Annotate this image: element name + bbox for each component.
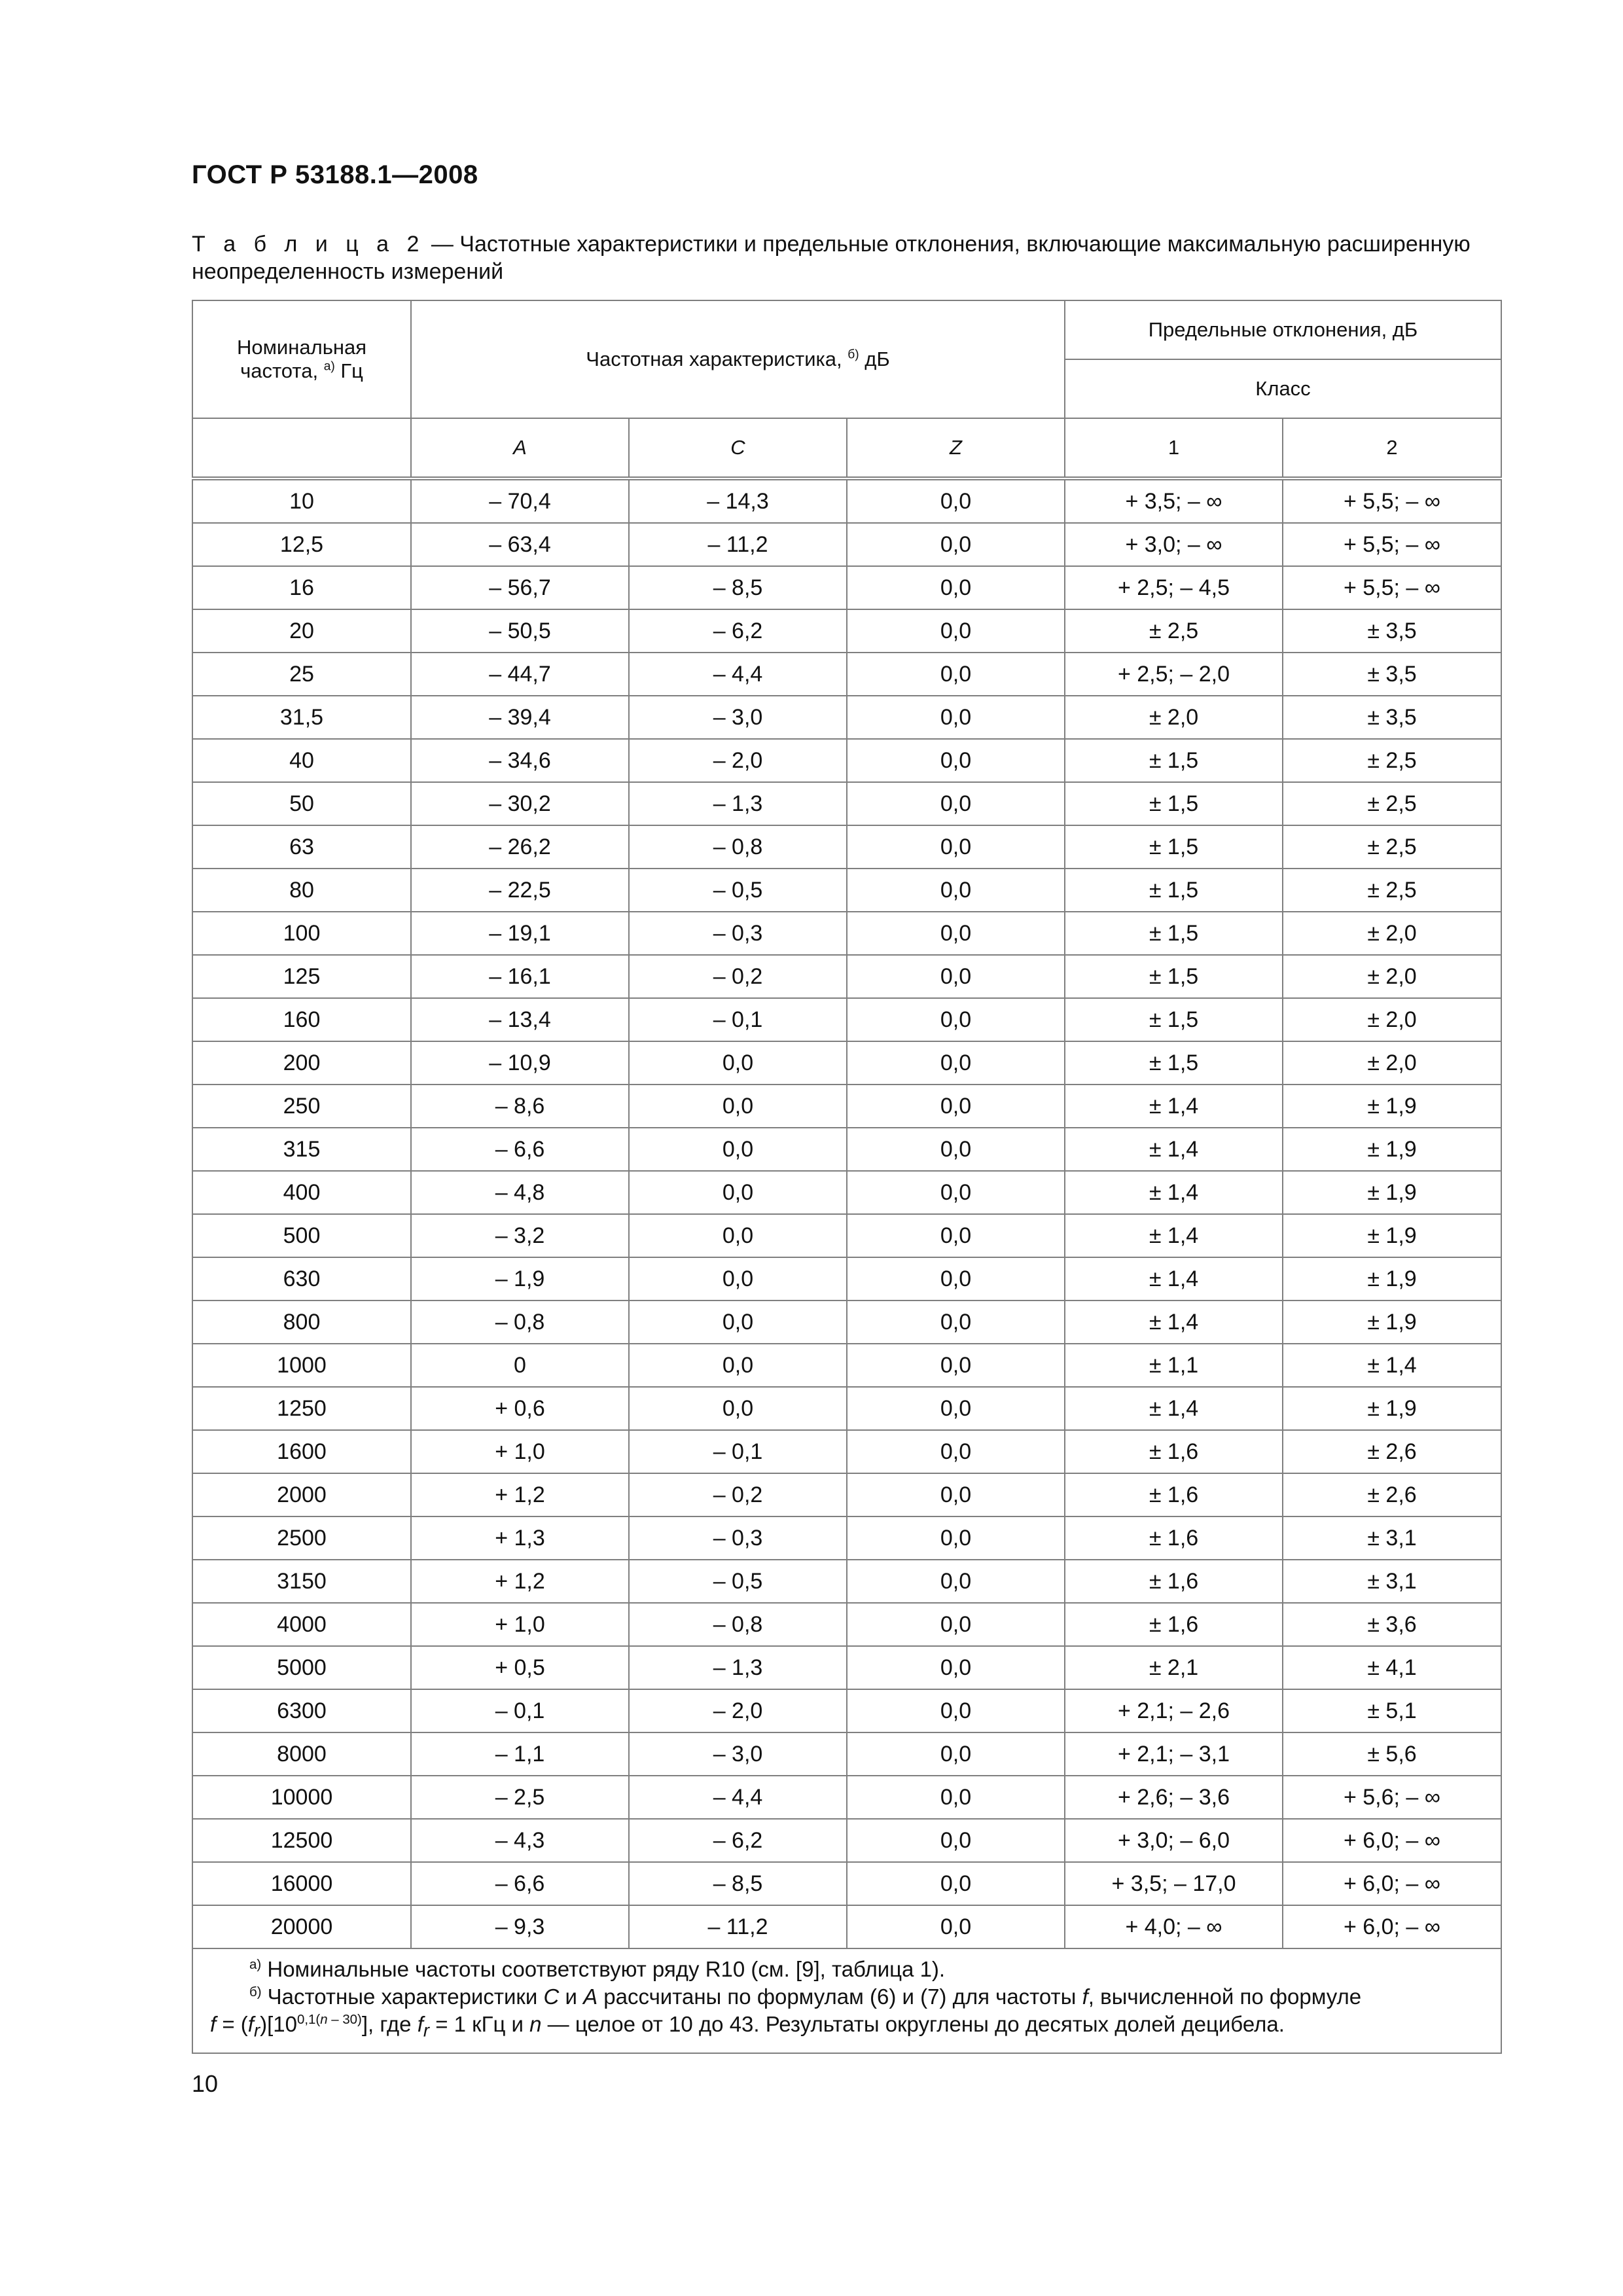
z-weighting-cell: 0,0 — [847, 523, 1065, 566]
nominal-frequency-cell: 8000 — [192, 1732, 411, 1776]
nominal-frequency-cell: 1600 — [192, 1430, 411, 1473]
nominal-frequency-cell: 3150 — [192, 1560, 411, 1603]
z-weighting-cell: 0,0 — [847, 1776, 1065, 1819]
class-2-tolerance-cell: ± 1,4 — [1283, 1344, 1501, 1387]
a-weighting-cell: – 39,4 — [411, 696, 629, 739]
table-row — [192, 825, 1501, 869]
c-weighting-cell: – 0,3 — [629, 912, 847, 955]
class-2-tolerance-cell: ± 4,1 — [1283, 1646, 1501, 1689]
table-row — [192, 998, 1501, 1041]
z-weighting-cell: 0,0 — [847, 1560, 1065, 1603]
class-2-tolerance-cell: + 5,5; – ∞ — [1283, 566, 1501, 609]
a-weighting-cell: – 0,1 — [411, 1689, 629, 1732]
class-1-tolerance-cell: ± 1,6 — [1065, 1516, 1283, 1560]
z-weighting-cell: 0,0 — [847, 1214, 1065, 1257]
class-2-tolerance-cell: + 6,0; – ∞ — [1283, 1905, 1501, 1948]
z-weighting-cell: 0,0 — [847, 1257, 1065, 1300]
c-weighting-cell: – 0,5 — [629, 869, 847, 912]
nominal-frequency-cell: 20000 — [192, 1905, 411, 1948]
table-row — [192, 1041, 1501, 1085]
c-weighting-cell: – 0,1 — [629, 1430, 847, 1473]
class-2-tolerance-cell: + 5,5; – ∞ — [1283, 478, 1501, 523]
class-2-tolerance-cell: ± 2,0 — [1283, 912, 1501, 955]
class-2-tolerance-cell: + 5,6; – ∞ — [1283, 1776, 1501, 1819]
header-empty — [192, 418, 411, 478]
c-weighting-cell: – 0,3 — [629, 1516, 847, 1560]
z-weighting-cell: 0,0 — [847, 1646, 1065, 1689]
nominal-frequency-cell: 630 — [192, 1257, 411, 1300]
c-weighting-cell: – 4,4 — [629, 653, 847, 696]
c-weighting-cell: – 2,0 — [629, 739, 847, 782]
table-row — [192, 1344, 1501, 1387]
c-weighting-cell: 0,0 — [629, 1344, 847, 1387]
nominal-frequency-cell: 500 — [192, 1214, 411, 1257]
z-weighting-cell: 0,0 — [847, 1387, 1065, 1430]
z-weighting-cell: 0,0 — [847, 1344, 1065, 1387]
class-1-tolerance-cell: ± 1,5 — [1065, 869, 1283, 912]
class-2-tolerance-cell: ± 3,5 — [1283, 696, 1501, 739]
header-col-a: A — [411, 418, 629, 478]
c-weighting-cell: – 4,4 — [629, 1776, 847, 1819]
a-weighting-cell: – 34,6 — [411, 739, 629, 782]
nominal-frequency-cell: 400 — [192, 1171, 411, 1214]
a-weighting-cell: – 50,5 — [411, 609, 629, 653]
class-1-tolerance-cell: ± 1,4 — [1065, 1214, 1283, 1257]
c-weighting-cell: – 6,2 — [629, 1819, 847, 1862]
z-weighting-cell: 0,0 — [847, 696, 1065, 739]
a-weighting-cell: – 70,4 — [411, 478, 629, 523]
c-weighting-cell: – 1,3 — [629, 1646, 847, 1689]
class-2-tolerance-cell: ± 2,5 — [1283, 739, 1501, 782]
z-weighting-cell: 0,0 — [847, 825, 1065, 869]
class-1-tolerance-cell: ± 1,5 — [1065, 1041, 1283, 1085]
c-weighting-cell: – 6,2 — [629, 609, 847, 653]
a-weighting-cell: – 30,2 — [411, 782, 629, 825]
table-row — [192, 478, 1501, 523]
class-1-tolerance-cell: ± 1,5 — [1065, 739, 1283, 782]
table-row — [192, 1473, 1501, 1516]
z-weighting-cell: 0,0 — [847, 1819, 1065, 1862]
header-limit-deviations: Предельные отклонения, дБ — [1065, 300, 1501, 359]
nominal-frequency-cell: 2500 — [192, 1516, 411, 1560]
class-1-tolerance-cell: ± 1,4 — [1065, 1300, 1283, 1344]
table-row — [192, 1776, 1501, 1819]
table-row — [192, 1516, 1501, 1560]
table-row — [192, 1732, 1501, 1776]
nominal-frequency-cell: 125 — [192, 955, 411, 998]
nominal-frequency-cell: 2000 — [192, 1473, 411, 1516]
nominal-frequency-cell: 4000 — [192, 1603, 411, 1646]
table-row — [192, 739, 1501, 782]
c-weighting-cell: – 1,3 — [629, 782, 847, 825]
nominal-frequency-cell: 200 — [192, 1041, 411, 1085]
class-1-tolerance-cell: ± 1,4 — [1065, 1085, 1283, 1128]
class-1-tolerance-cell: + 3,0; – 6,0 — [1065, 1819, 1283, 1862]
nominal-frequency-cell: 250 — [192, 1085, 411, 1128]
c-weighting-cell: – 0,1 — [629, 998, 847, 1041]
nominal-frequency-cell: 80 — [192, 869, 411, 912]
a-weighting-cell: + 1,2 — [411, 1560, 629, 1603]
a-weighting-cell: – 19,1 — [411, 912, 629, 955]
a-weighting-cell: – 6,6 — [411, 1128, 629, 1171]
a-weighting-cell: – 4,3 — [411, 1819, 629, 1862]
class-2-tolerance-cell: ± 2,5 — [1283, 825, 1501, 869]
class-1-tolerance-cell: ± 2,0 — [1065, 696, 1283, 739]
class-2-tolerance-cell: ± 1,9 — [1283, 1085, 1501, 1128]
z-weighting-cell: 0,0 — [847, 1085, 1065, 1128]
c-weighting-cell: 0,0 — [629, 1300, 847, 1344]
table-row — [192, 1560, 1501, 1603]
header-col-z: Z — [847, 418, 1065, 478]
z-weighting-cell: 0,0 — [847, 912, 1065, 955]
c-weighting-cell: – 11,2 — [629, 1905, 847, 1948]
note-b: $^{б)}$ Частотные характеристики C и A рассчитаны по формулам (6) и (7) для частоты f, вычисленной по формуле — [249, 1984, 1362, 2009]
table-row — [192, 696, 1501, 739]
class-1-tolerance-cell: ± 2,5 — [1065, 609, 1283, 653]
a-weighting-cell: – 9,3 — [411, 1905, 629, 1948]
class-2-tolerance-cell: + 6,0; – ∞ — [1283, 1862, 1501, 1905]
class-1-tolerance-cell: ± 1,6 — [1065, 1560, 1283, 1603]
header-class-2: 2 — [1283, 418, 1501, 478]
table-caption — [192, 230, 1501, 285]
z-weighting-cell: 0,0 — [847, 1041, 1065, 1085]
z-weighting-cell: 0,0 — [847, 1430, 1065, 1473]
a-weighting-cell: + 0,6 — [411, 1387, 629, 1430]
a-weighting-cell: + 1,0 — [411, 1603, 629, 1646]
a-weighting-cell: – 22,5 — [411, 869, 629, 912]
header-class: Класс — [1065, 359, 1501, 418]
nominal-frequency-cell: 16000 — [192, 1862, 411, 1905]
class-1-tolerance-cell: ± 1,5 — [1065, 998, 1283, 1041]
a-weighting-cell: – 1,1 — [411, 1732, 629, 1776]
document-title: ГОСТ Р 53188.1—2008 — [192, 160, 478, 189]
c-weighting-cell: – 3,0 — [629, 1732, 847, 1776]
class-1-tolerance-cell: + 4,0; – ∞ — [1065, 1905, 1283, 1948]
class-1-tolerance-cell: ± 1,4 — [1065, 1257, 1283, 1300]
nominal-frequency-cell: 5000 — [192, 1646, 411, 1689]
z-weighting-cell: 0,0 — [847, 478, 1065, 523]
nominal-frequency-cell: 100 — [192, 912, 411, 955]
c-weighting-cell: 0,0 — [629, 1041, 847, 1085]
table-row — [192, 1819, 1501, 1862]
a-weighting-cell: – 10,9 — [411, 1041, 629, 1085]
table-row — [192, 1862, 1501, 1905]
table-row — [192, 1689, 1501, 1732]
class-2-tolerance-cell: ± 2,0 — [1283, 955, 1501, 998]
c-weighting-cell: – 0,2 — [629, 955, 847, 998]
nominal-frequency-cell: 160 — [192, 998, 411, 1041]
c-weighting-cell: 0,0 — [629, 1214, 847, 1257]
c-weighting-cell: – 3,0 — [629, 696, 847, 739]
c-weighting-cell: 0,0 — [629, 1171, 847, 1214]
nominal-frequency-cell: 1250 — [192, 1387, 411, 1430]
table-row — [192, 609, 1501, 653]
table-row — [192, 1905, 1501, 1948]
a-weighting-cell: – 16,1 — [411, 955, 629, 998]
class-1-tolerance-cell: ± 2,1 — [1065, 1646, 1283, 1689]
nominal-frequency-cell: 10 — [192, 478, 411, 523]
note-a: $^{а)}$ Номинальные частоты соответствуют ряду R10 (см. [9], таблица 1). — [249, 1957, 946, 1981]
class-2-tolerance-cell: ± 5,6 — [1283, 1732, 1501, 1776]
table-row — [192, 1128, 1501, 1171]
table-row — [192, 1387, 1501, 1430]
nominal-frequency-cell: 25 — [192, 653, 411, 696]
a-weighting-cell: – 26,2 — [411, 825, 629, 869]
z-weighting-cell: 0,0 — [847, 1300, 1065, 1344]
a-weighting-cell: 0 — [411, 1344, 629, 1387]
c-weighting-cell: – 0,8 — [629, 1603, 847, 1646]
class-1-tolerance-cell: + 3,5; – ∞ — [1065, 478, 1283, 523]
class-1-tolerance-cell: ± 1,5 — [1065, 825, 1283, 869]
z-weighting-cell: 0,0 — [847, 1732, 1065, 1776]
nominal-frequency-cell: 31,5 — [192, 696, 411, 739]
a-weighting-cell: – 4,8 — [411, 1171, 629, 1214]
table-row — [192, 1257, 1501, 1300]
nominal-frequency-cell: 63 — [192, 825, 411, 869]
a-weighting-cell: + 1,3 — [411, 1516, 629, 1560]
c-weighting-cell: – 0,2 — [629, 1473, 847, 1516]
class-1-tolerance-cell: + 2,1; – 3,1 — [1065, 1732, 1283, 1776]
a-weighting-cell: – 6,6 — [411, 1862, 629, 1905]
nominal-frequency-cell: 6300 — [192, 1689, 411, 1732]
class-2-tolerance-cell: + 5,5; – ∞ — [1283, 523, 1501, 566]
nominal-frequency-cell: 50 — [192, 782, 411, 825]
class-2-tolerance-cell: ± 3,5 — [1283, 609, 1501, 653]
c-weighting-cell: – 8,5 — [629, 1862, 847, 1905]
class-1-tolerance-cell: ± 1,4 — [1065, 1171, 1283, 1214]
z-weighting-cell: 0,0 — [847, 1516, 1065, 1560]
class-1-tolerance-cell: ± 1,5 — [1065, 912, 1283, 955]
z-weighting-cell: 0,0 — [847, 998, 1065, 1041]
class-2-tolerance-cell: ± 3,6 — [1283, 1603, 1501, 1646]
class-2-tolerance-cell: ± 1,9 — [1283, 1171, 1501, 1214]
table-notes — [192, 1948, 1501, 2053]
class-1-tolerance-cell: ± 1,5 — [1065, 955, 1283, 998]
z-weighting-cell: 0,0 — [847, 1171, 1065, 1214]
c-weighting-cell: 0,0 — [629, 1128, 847, 1171]
class-2-tolerance-cell: ± 2,0 — [1283, 1041, 1501, 1085]
header-nominal-frequency: Номинальная частота, $^{а)}$ Гц — [192, 300, 411, 418]
class-1-tolerance-cell: + 2,1; – 2,6 — [1065, 1689, 1283, 1732]
class-2-tolerance-cell: ± 1,9 — [1283, 1214, 1501, 1257]
class-1-tolerance-cell: + 2,5; – 2,0 — [1065, 653, 1283, 696]
table-row — [192, 653, 1501, 696]
table-row — [192, 955, 1501, 998]
a-weighting-cell: + 1,0 — [411, 1430, 629, 1473]
z-weighting-cell: 0,0 — [847, 653, 1065, 696]
nominal-frequency-cell: 40 — [192, 739, 411, 782]
class-1-tolerance-cell: ± 1,1 — [1065, 1344, 1283, 1387]
nominal-frequency-cell: 12500 — [192, 1819, 411, 1862]
nominal-frequency-cell: 12,5 — [192, 523, 411, 566]
class-2-tolerance-cell: ± 2,6 — [1283, 1430, 1501, 1473]
page-number: 10 — [192, 2070, 219, 2097]
c-weighting-cell: – 2,0 — [629, 1689, 847, 1732]
table-row — [192, 782, 1501, 825]
class-2-tolerance-cell: ± 5,1 — [1283, 1689, 1501, 1732]
class-2-tolerance-cell: ± 1,9 — [1283, 1128, 1501, 1171]
a-weighting-cell: – 2,5 — [411, 1776, 629, 1819]
z-weighting-cell: 0,0 — [847, 1128, 1065, 1171]
nominal-frequency-cell: 20 — [192, 609, 411, 653]
table-row — [192, 1171, 1501, 1214]
a-weighting-cell: – 1,9 — [411, 1257, 629, 1300]
header-col-c: C — [629, 418, 847, 478]
c-weighting-cell: 0,0 — [629, 1257, 847, 1300]
class-1-tolerance-cell: + 2,6; – 3,6 — [1065, 1776, 1283, 1819]
a-weighting-cell: – 44,7 — [411, 653, 629, 696]
header-frequency-response: Частотная характеристика, $^{б)}$ дБ — [411, 300, 1065, 418]
class-2-tolerance-cell: ± 2,5 — [1283, 869, 1501, 912]
class-1-tolerance-cell: + 3,5; – 17,0 — [1065, 1862, 1283, 1905]
c-weighting-cell: – 14,3 — [629, 478, 847, 523]
a-weighting-cell: + 0,5 — [411, 1646, 629, 1689]
class-2-tolerance-cell: ± 2,6 — [1283, 1473, 1501, 1516]
class-1-tolerance-cell: ± 1,5 — [1065, 782, 1283, 825]
a-weighting-cell: – 63,4 — [411, 523, 629, 566]
frequency-response-table — [192, 300, 1502, 2054]
class-2-tolerance-cell: ± 2,5 — [1283, 782, 1501, 825]
class-2-tolerance-cell: ± 2,0 — [1283, 998, 1501, 1041]
class-1-tolerance-cell: ± 1,4 — [1065, 1387, 1283, 1430]
a-weighting-cell: – 13,4 — [411, 998, 629, 1041]
table-body — [192, 478, 1501, 1948]
class-1-tolerance-cell: ± 1,4 — [1065, 1128, 1283, 1171]
table-row — [192, 1214, 1501, 1257]
z-weighting-cell: 0,0 — [847, 609, 1065, 653]
a-weighting-cell: – 3,2 — [411, 1214, 629, 1257]
c-weighting-cell: – 0,5 — [629, 1560, 847, 1603]
nominal-frequency-cell: 1000 — [192, 1344, 411, 1387]
table-row — [192, 566, 1501, 609]
c-weighting-cell: 0,0 — [629, 1085, 847, 1128]
nominal-frequency-cell: 16 — [192, 566, 411, 609]
z-weighting-cell: 0,0 — [847, 1862, 1065, 1905]
z-weighting-cell: 0,0 — [847, 782, 1065, 825]
class-1-tolerance-cell: + 2,5; – 4,5 — [1065, 566, 1283, 609]
z-weighting-cell: 0,0 — [847, 1473, 1065, 1516]
class-2-tolerance-cell: + 6,0; – ∞ — [1283, 1819, 1501, 1862]
table-row — [192, 1646, 1501, 1689]
c-weighting-cell: – 8,5 — [629, 566, 847, 609]
class-1-tolerance-cell: + 3,0; – ∞ — [1065, 523, 1283, 566]
class-2-tolerance-cell: ± 1,9 — [1283, 1387, 1501, 1430]
a-weighting-cell: – 8,6 — [411, 1085, 629, 1128]
table-row — [192, 912, 1501, 955]
nominal-frequency-cell: 10000 — [192, 1776, 411, 1819]
z-weighting-cell: 0,0 — [847, 869, 1065, 912]
z-weighting-cell: 0,0 — [847, 1689, 1065, 1732]
header-class-1: 1 — [1065, 418, 1283, 478]
c-weighting-cell: – 11,2 — [629, 523, 847, 566]
class-2-tolerance-cell: ± 3,5 — [1283, 653, 1501, 696]
z-weighting-cell: 0,0 — [847, 739, 1065, 782]
table-row — [192, 1085, 1501, 1128]
table-row — [192, 1430, 1501, 1473]
a-weighting-cell: – 56,7 — [411, 566, 629, 609]
table-row — [192, 869, 1501, 912]
z-weighting-cell: 0,0 — [847, 1905, 1065, 1948]
class-2-tolerance-cell: ± 1,9 — [1283, 1300, 1501, 1344]
z-weighting-cell: 0,0 — [847, 1603, 1065, 1646]
c-weighting-cell: 0,0 — [629, 1387, 847, 1430]
class-1-tolerance-cell: ± 1,6 — [1065, 1430, 1283, 1473]
z-weighting-cell: 0,0 — [847, 955, 1065, 998]
table-row — [192, 523, 1501, 566]
nominal-frequency-cell: 315 — [192, 1128, 411, 1171]
class-1-tolerance-cell: ± 1,6 — [1065, 1473, 1283, 1516]
note-b-formula: $f = (f_r)[10^{0,1(n - 30)}]$, где $f_r = 1$ кГц и n — целое от 10 до 43. Результаты округлены до десятых долей децибела. — [210, 2012, 1285, 2041]
c-weighting-cell: – 0,8 — [629, 825, 847, 869]
class-2-tolerance-cell: ± 1,9 — [1283, 1257, 1501, 1300]
caption-lead: Т а б л и ц а 2 — [192, 232, 425, 257]
class-2-tolerance-cell: ± 3,1 — [1283, 1560, 1501, 1603]
class-2-tolerance-cell: ± 3,1 — [1283, 1516, 1501, 1560]
z-weighting-cell: 0,0 — [847, 566, 1065, 609]
nominal-frequency-cell: 800 — [192, 1300, 411, 1344]
table-row — [192, 1603, 1501, 1646]
a-weighting-cell: – 0,8 — [411, 1300, 629, 1344]
class-1-tolerance-cell: ± 1,6 — [1065, 1603, 1283, 1646]
caption-text: — Частотные характеристики и предельные отклонения, включающие максимальную расширенную неопределенность измерений — [192, 232, 1471, 284]
a-weighting-cell: + 1,2 — [411, 1473, 629, 1516]
table-row — [192, 1300, 1501, 1344]
